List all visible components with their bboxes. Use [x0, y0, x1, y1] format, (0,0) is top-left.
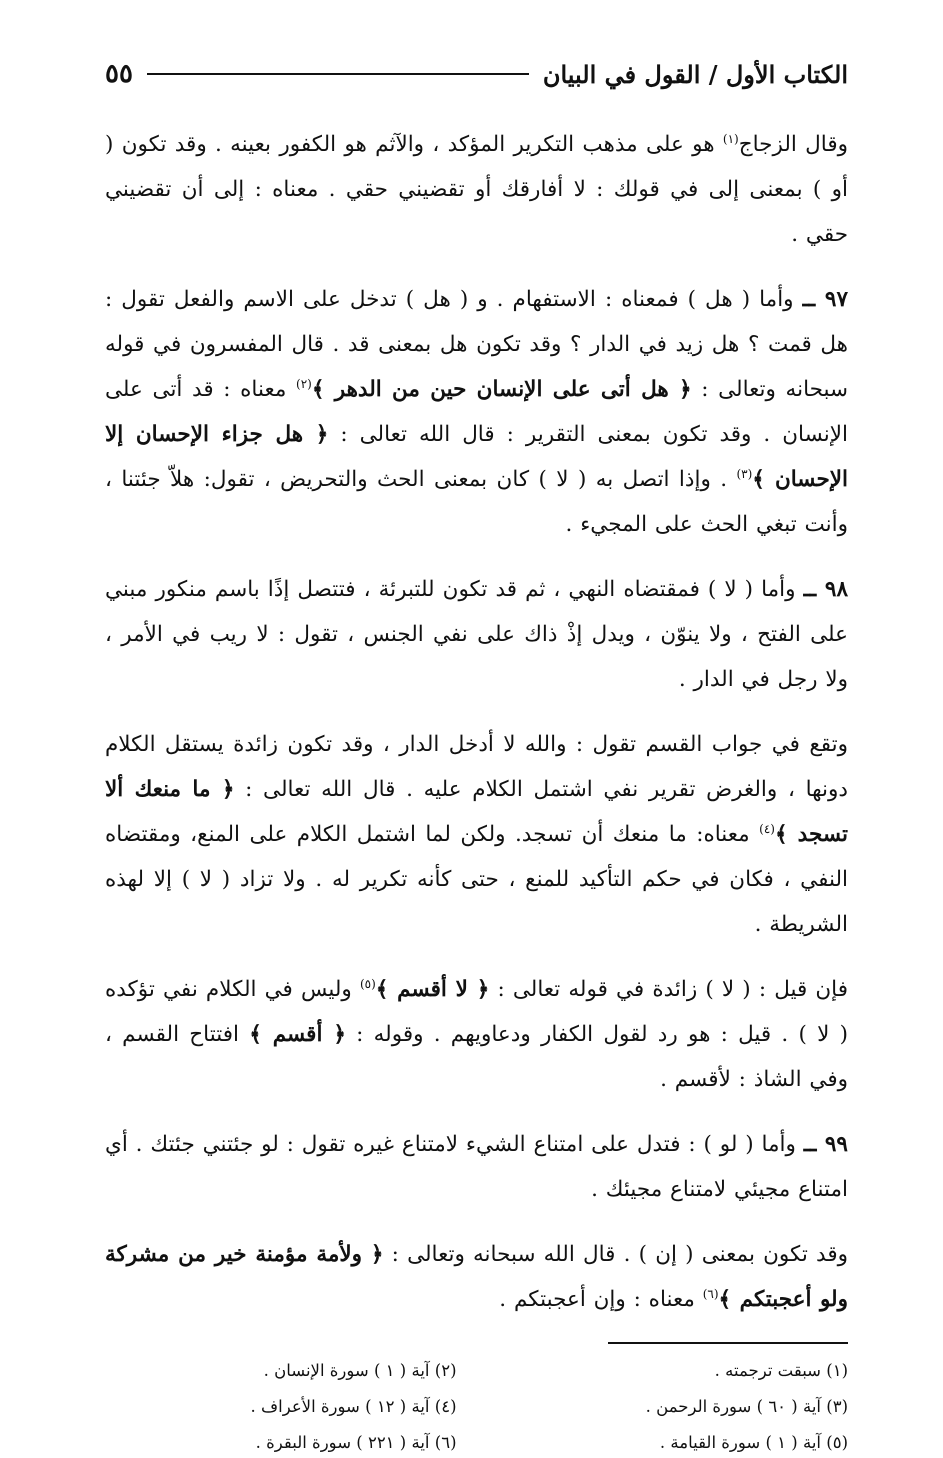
paragraph-text: معناه: ما منعك أن تسجد. ولكن لما اشتمل الكلام على المنع، ومقتضاه النفي ، فكان في حكم التأكيد للمنع ، حتى كأنه تكرير له . ولا تزاد ( لا ) إلا لهذه الشريطة .	[105, 822, 848, 937]
paragraph-text: وليس في الكلام نفي تؤكده ( لا ) . قيل : هو رد لقول الكفار ودعاويهم . وقوله :	[105, 977, 849, 1047]
section-number: ٩٩ ــ	[803, 1132, 848, 1157]
paragraph-text: معناه : وإن أعجبتكم .	[499, 1287, 703, 1312]
page-number: ٥٥	[105, 59, 133, 89]
paragraph-text: فإن قيل : ( لا ) زائدة في قوله تعالى :	[489, 977, 849, 1002]
footnote-ref: (٦)	[702, 1286, 719, 1301]
paragraph	[105, 277, 848, 547]
footnote: (٢) آية ( ١ ) سورة الإنسان .	[263, 1360, 457, 1380]
paragraph	[105, 967, 848, 1102]
paragraph-text: هو على مذهب التكرير المؤكد ، والآثم هو الكفور بعينه . وقد تكون ( أو ) بمعنى إلى في قولك : لا أفارقك أو تقضيني حقي . معناه : إلى أن تقضيني حقي .	[105, 132, 848, 247]
footnote: (٥) آية ( ١ ) سورة القيامة .	[659, 1432, 848, 1452]
page-header	[105, 52, 848, 96]
header-rule	[147, 73, 529, 75]
footnote-ref: (٢)	[296, 376, 312, 391]
section-number: ٩٧ ــ	[802, 287, 848, 312]
paragraph	[105, 1232, 848, 1322]
footnotes-divider	[608, 1342, 848, 1344]
paragraph-text: . وإذا اتصل به ( لا ) كان بمعنى الحث والتحريض ، تقول: هلاّ جئتنا ، وأنت تبغي الحث على المجيء .	[105, 467, 848, 537]
paragraph	[105, 122, 848, 257]
paragraph	[105, 567, 848, 702]
paragraph-text: وأما ( لو ) : فتدل على امتناع الشيء لامتناع غيره تقول : لو جئتني جئتك . أي امتناع مجيئي لامتناع مجيئك .	[105, 1132, 848, 1202]
footnotes	[105, 1356, 848, 1458]
footnote: (٦) آية ( ٢٢١ ) سورة البقرة .	[255, 1432, 457, 1452]
quran-quote: ﴿ ولأمة مؤمنة خير من مشركة ولو أعجبتكم ﴾	[105, 1242, 848, 1312]
page-body	[105, 122, 848, 1322]
quran-quote: ﴿ هل أتى على الإنسان حين من الدهر ﴾	[311, 377, 692, 402]
section-number: ٩٨ ــ	[803, 577, 848, 602]
footnote-ref: (٥)	[359, 976, 376, 991]
quran-quote: ﴿ أقسم ﴾	[249, 1022, 346, 1047]
paragraph-text: وقال الزجاج	[738, 132, 848, 157]
quran-quote: ﴿ هل جزاء الإحسان إلا الإحسان ﴾	[105, 422, 848, 492]
paragraph-text: وأما ( لا ) فمقتضاه النهي ، ثم قد تكون للتبرئة ، فتتصل إذًا باسم منكور مبني على الفتح ، ولا ينوّن ، ويدل إذْ ذاك على نفي الجنس ، تقول : لا ريب في الأمر ، ولا رجل في الدار .	[105, 577, 848, 692]
paragraph-text: معناه : قد أتى على الإنسان . وقد تكون بمعنى التقرير : قال الله تعالى :	[105, 377, 848, 447]
footnote-ref: (١)	[722, 131, 739, 146]
footnote: (٤) آية ( ١٢ ) سورة الأعراف .	[250, 1396, 457, 1416]
quran-quote: ﴿ ما منعك ألا تسجد ﴾	[105, 777, 848, 847]
paragraph-text: افتتاح القسم ، وفي الشاذ : لأقسم .	[105, 1022, 848, 1092]
footnote: (١) سبقت ترجمته .	[714, 1360, 848, 1380]
paragraph	[105, 1122, 848, 1212]
paragraph-text: وتقع في جواب القسم تقول : والله لا أدخل الدار ، وقد تكون زائدة يستقل الكلام دونها ، والغرض تقرير نفي اشتمل الكلام عليه . قال الله تعالى :	[105, 732, 848, 802]
footnote-ref: (٤)	[759, 821, 775, 836]
paragraph-text: وقد تكون بمعنى ( إن ) . قال الله سبحانه وتعالى :	[383, 1242, 848, 1267]
quran-quote: ﴿ لا أقسم ﴾	[375, 977, 490, 1002]
running-title: الكتاب الأول / القول في البيان	[542, 59, 848, 89]
footnote: (٣) آية ( ٦٠ ) سورة الرحمن .	[645, 1396, 848, 1416]
paragraph-text: وأما ( هل ) فمعناه : الاستفهام . و ( هل ) تدخل على الاسم والفعل تقول : هل قمت ؟ هل زيد في الدار ؟ وقد تكون هل بمعنى قد . قال المفسرون في قوله سبحانه وتعالى :	[105, 287, 848, 402]
footnote-ref: (٣)	[736, 466, 753, 481]
paragraph	[105, 722, 848, 947]
